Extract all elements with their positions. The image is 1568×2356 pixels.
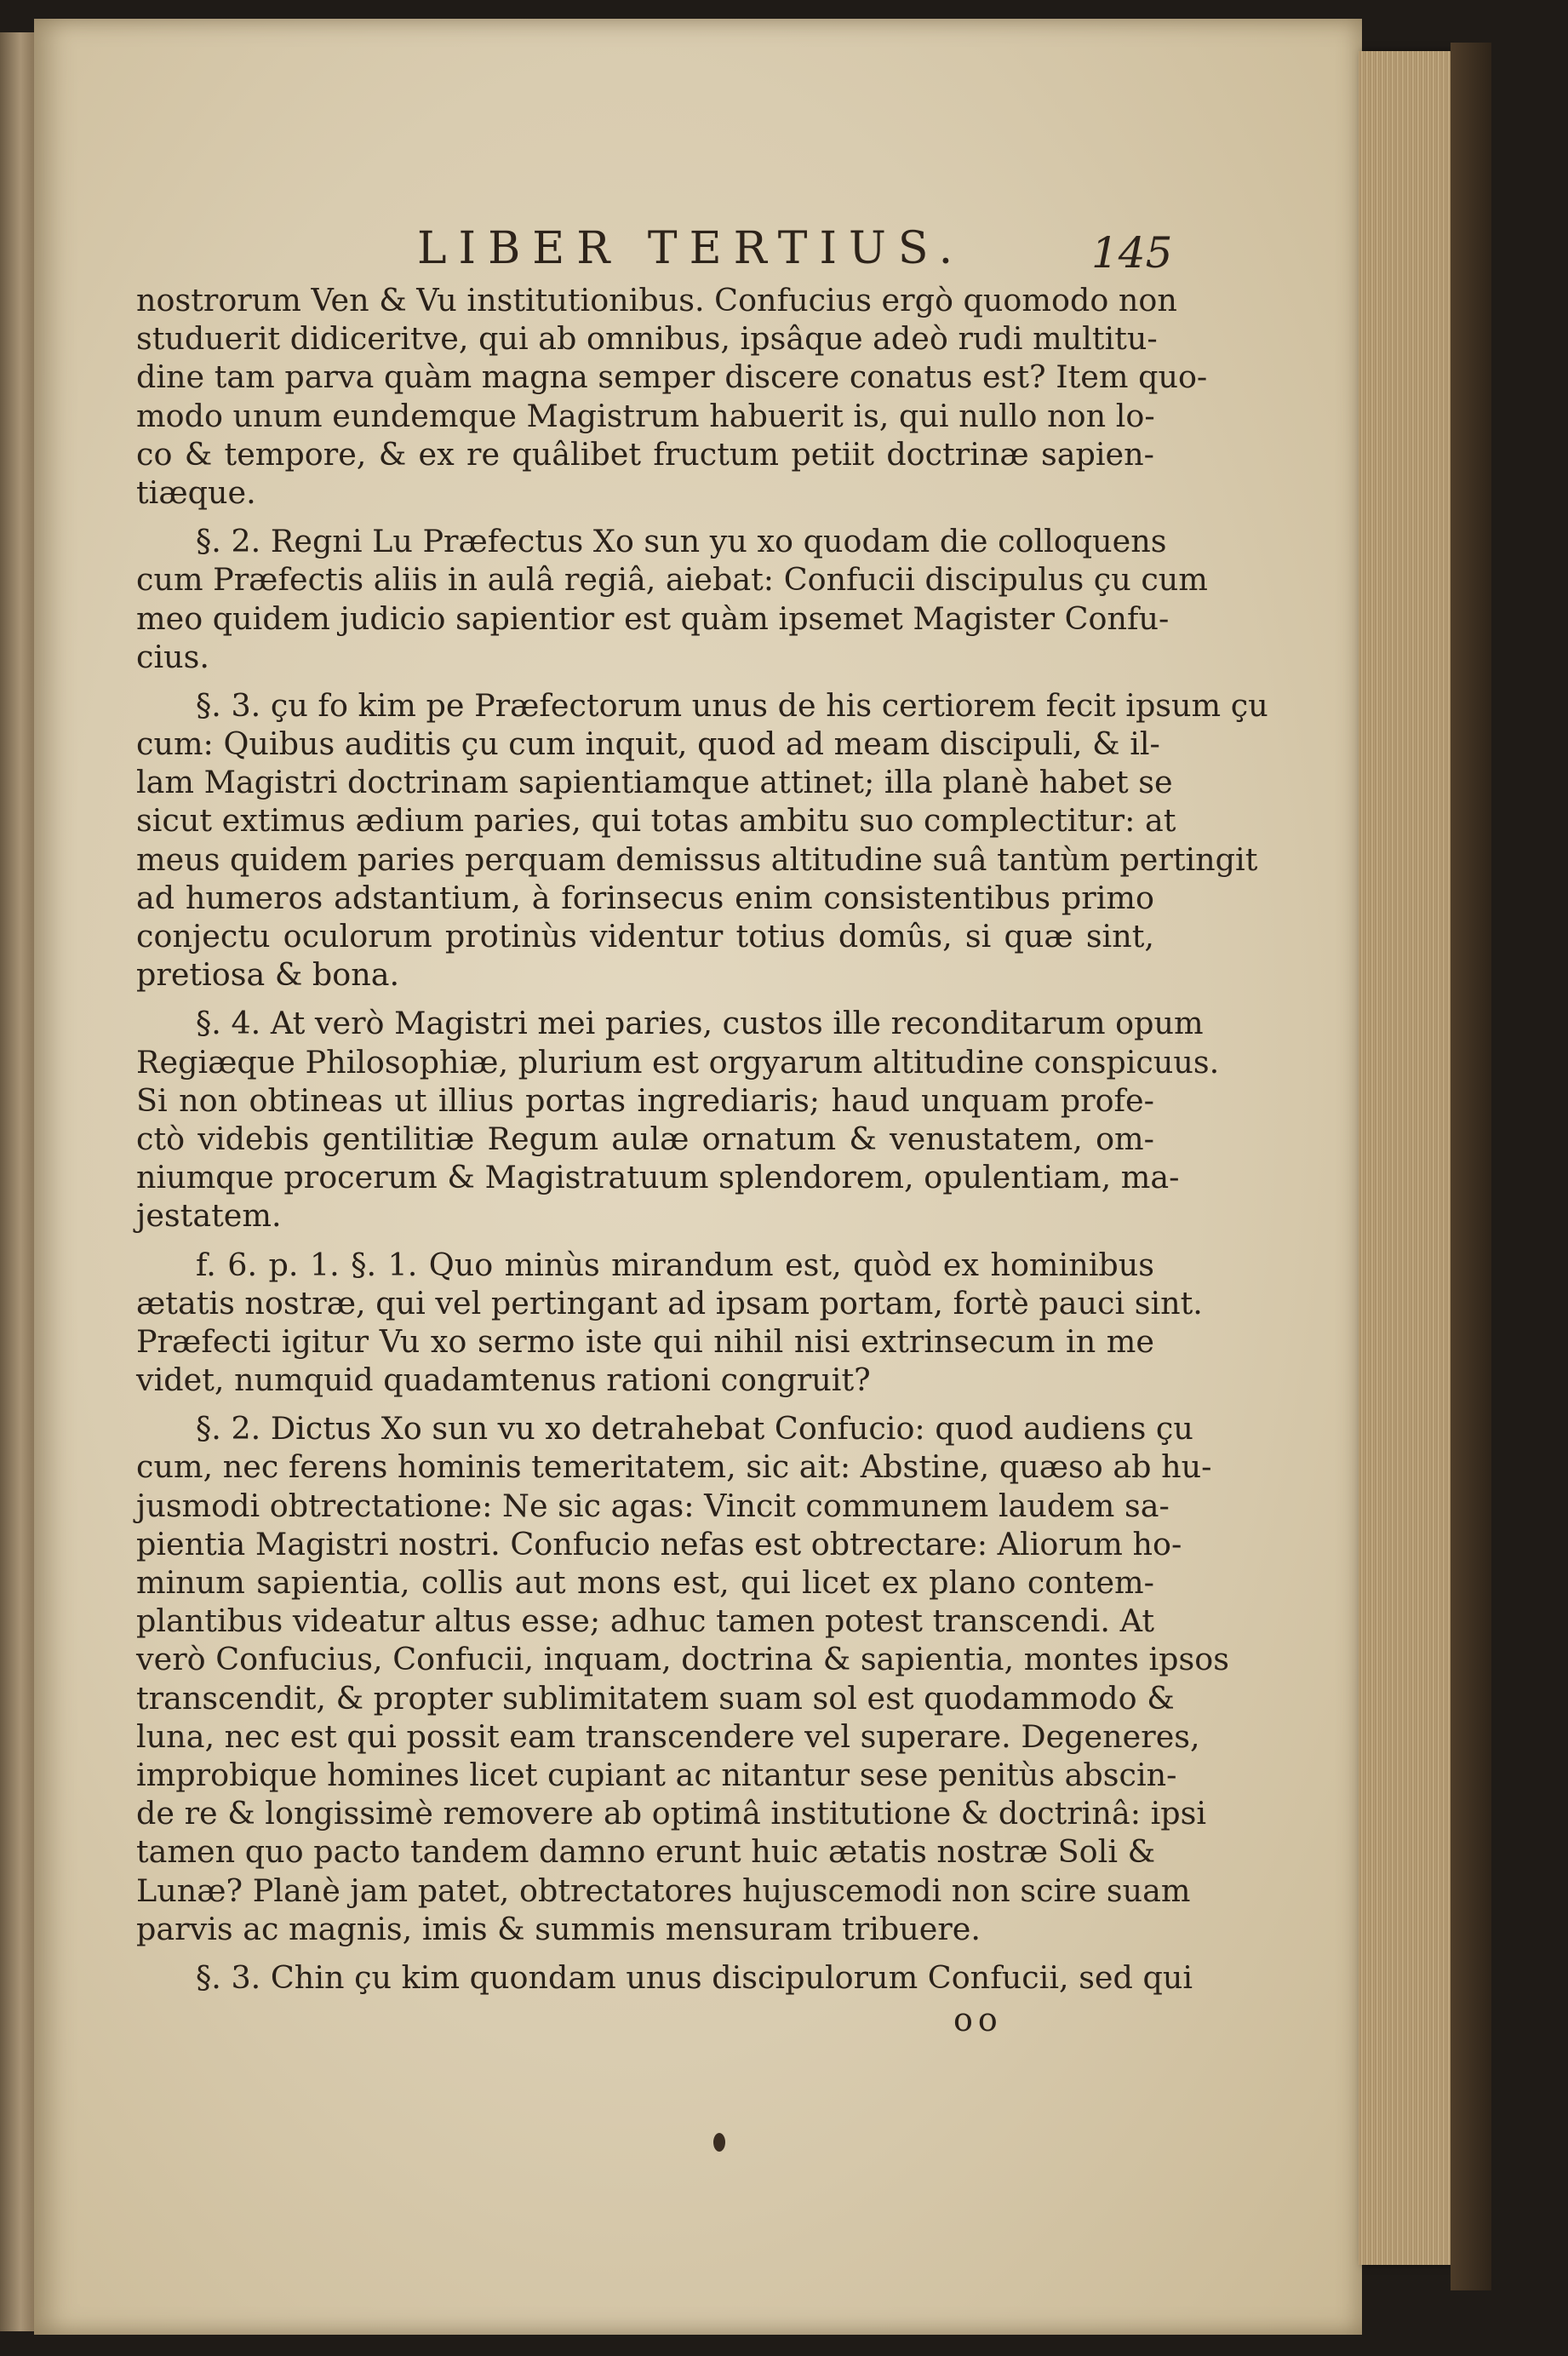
text-line: tiæque. xyxy=(136,473,256,511)
text-line: verò Confucius, Confucii, inquam, doctrina & sapientia, montes ipsos xyxy=(136,1641,1229,1678)
text-line: ætatis nostræ, qui vel pertingant ad ipsam portam, fortè pauci sint. xyxy=(136,1284,1203,1321)
text-line: cum, nec ferens hominis temeritatem, sic ait: Abstine, quæso ab hu- xyxy=(136,1448,1212,1486)
text-line: §. 2. Regni Lu Præfectus Xo sun yu xo quodam die colloquens xyxy=(196,523,1167,560)
text-line: cius. xyxy=(136,638,209,675)
text-line: §. 2. Dictus Xo sun vu xo detrahebat Confucio: quod audiens çu xyxy=(196,1410,1193,1447)
text-line: plantibus videatur altus esse; adhuc tamen potest transcendi. At xyxy=(136,1602,1154,1640)
text-line: co & tempore, & ex re quâlibet fructum petiit doctrinæ sapien- xyxy=(136,435,1154,473)
text-line: nostrorum Ven & Vu institutionibus. Confucius ergò quomodo non xyxy=(136,282,1177,318)
text-line: tamen quo pacto tandem damno erunt huic ætatis nostræ Soli & xyxy=(136,1833,1156,1871)
text-line: parvis ac magnis, imis & summis mensuram tribuere. xyxy=(136,1910,981,1947)
text-line: Lunæ? Planè jam patet, obtrectatores hujuscemodi non scire suam xyxy=(136,1872,1191,1909)
text-line: Si non obtineas ut illius portas ingrediaris; haud unquam profe- xyxy=(136,1081,1154,1119)
text-line: minum sapientia, collis aut mons est, qui licet ex plano contem- xyxy=(136,1564,1154,1601)
text-line: niumque procerum & Magistratuum splendorem, opulentiam, ma- xyxy=(136,1159,1180,1196)
text-line: meo quidem judicio sapientior est quàm ipsemet Magister Confu- xyxy=(136,599,1170,637)
text-line: jusmodi obtrectatione: Ne sic agas: Vincit communem laudem sa- xyxy=(136,1487,1170,1524)
text-line: ctò videbis gentilitiæ Regum aulæ ornatum & venustatem, om- xyxy=(136,1120,1154,1157)
text-line: cum Præfectis aliis in aulâ regiâ, aiebat: Confucii discipulus çu cum xyxy=(136,561,1208,599)
text-line: videt, numquid quadamtenus rationi congruit? xyxy=(136,1361,871,1399)
text-line: meus quidem paries perquam demissus altitudine suâ tantùm pertingit xyxy=(136,840,1258,878)
running-head: LIBER TERTIUS. xyxy=(417,223,965,274)
text-line: pientia Magistri nostri. Confucio nefas est obtrectare: Aliorum ho- xyxy=(136,1525,1182,1562)
text-line: de re & longissimè removere ab optimâ institutione & doctrinâ: ipsi xyxy=(136,1795,1207,1832)
page-stack-edge xyxy=(1359,51,1451,2265)
text-line: Præfecti igitur Vu xo sermo iste qui nihil nisi extrinsecum in me xyxy=(136,1322,1154,1360)
previous-page-edge xyxy=(0,32,34,2331)
text-line: sicut extimus ædium paries, qui totas ambitu suo complectitur: at xyxy=(136,802,1176,840)
text-line: f. 6. p. 1. §. 1. Quo minùs mirandum est, quòd ex hominibus xyxy=(196,1246,1154,1283)
ink-blot xyxy=(713,2133,725,2152)
text-line: improbique homines licet cupiant ac nitantur sese penitùs abscin- xyxy=(136,1756,1177,1793)
text-line: Regiæque Philosophiæ, plurium est orgyarum altitudine conspicuus. xyxy=(136,1043,1220,1081)
text-line: luna, nec est qui possit eam transcendere vel superare. Degeneres, xyxy=(136,1717,1200,1755)
catchword: oo xyxy=(953,2001,1003,2038)
text-line: ad humeros adstantium, à forinsecus enim consistentibus primo xyxy=(136,879,1154,916)
text-line: modo unum eundemque Magistrum habuerit is, qui nullo non lo- xyxy=(136,397,1155,434)
text-line: transcendit, & propter sublimitatem suam sol est quodammodo & xyxy=(136,1679,1175,1717)
text-line: §. 3. çu fo kim pe Præfectorum unus de his certiorem fecit ipsum çu xyxy=(196,686,1268,724)
text-line: §. 4. At verò Magistri mei paries, custos ille reconditarum opum xyxy=(196,1005,1204,1042)
text-line: jestatem. xyxy=(136,1197,282,1235)
text-line: cum: Quibus auditis çu cum inquit, quod ad meam discipuli, & il- xyxy=(136,725,1160,763)
body-text xyxy=(136,281,1268,1997)
page-number: 145 xyxy=(1091,228,1173,278)
text-line: conjectu oculorum protinùs videntur totius domûs, si quæ sint, xyxy=(136,918,1154,954)
text-line: pretiosa & bona. xyxy=(136,956,400,994)
text-line: dine tam parva quàm magna semper discere conatus est? Item quo- xyxy=(136,358,1208,396)
text-line: §. 3. Chin çu kim quondam unus discipulorum Confucii, sed qui xyxy=(196,1958,1193,1996)
book-cover-board xyxy=(1451,43,1491,2290)
text-line: lam Magistri doctrinam sapientiamque attinet; illa planè habet se xyxy=(136,764,1173,801)
text-line: studuerit didiceritve, qui ab omnibus, ipsâque adeò rudi multitu- xyxy=(136,320,1158,358)
